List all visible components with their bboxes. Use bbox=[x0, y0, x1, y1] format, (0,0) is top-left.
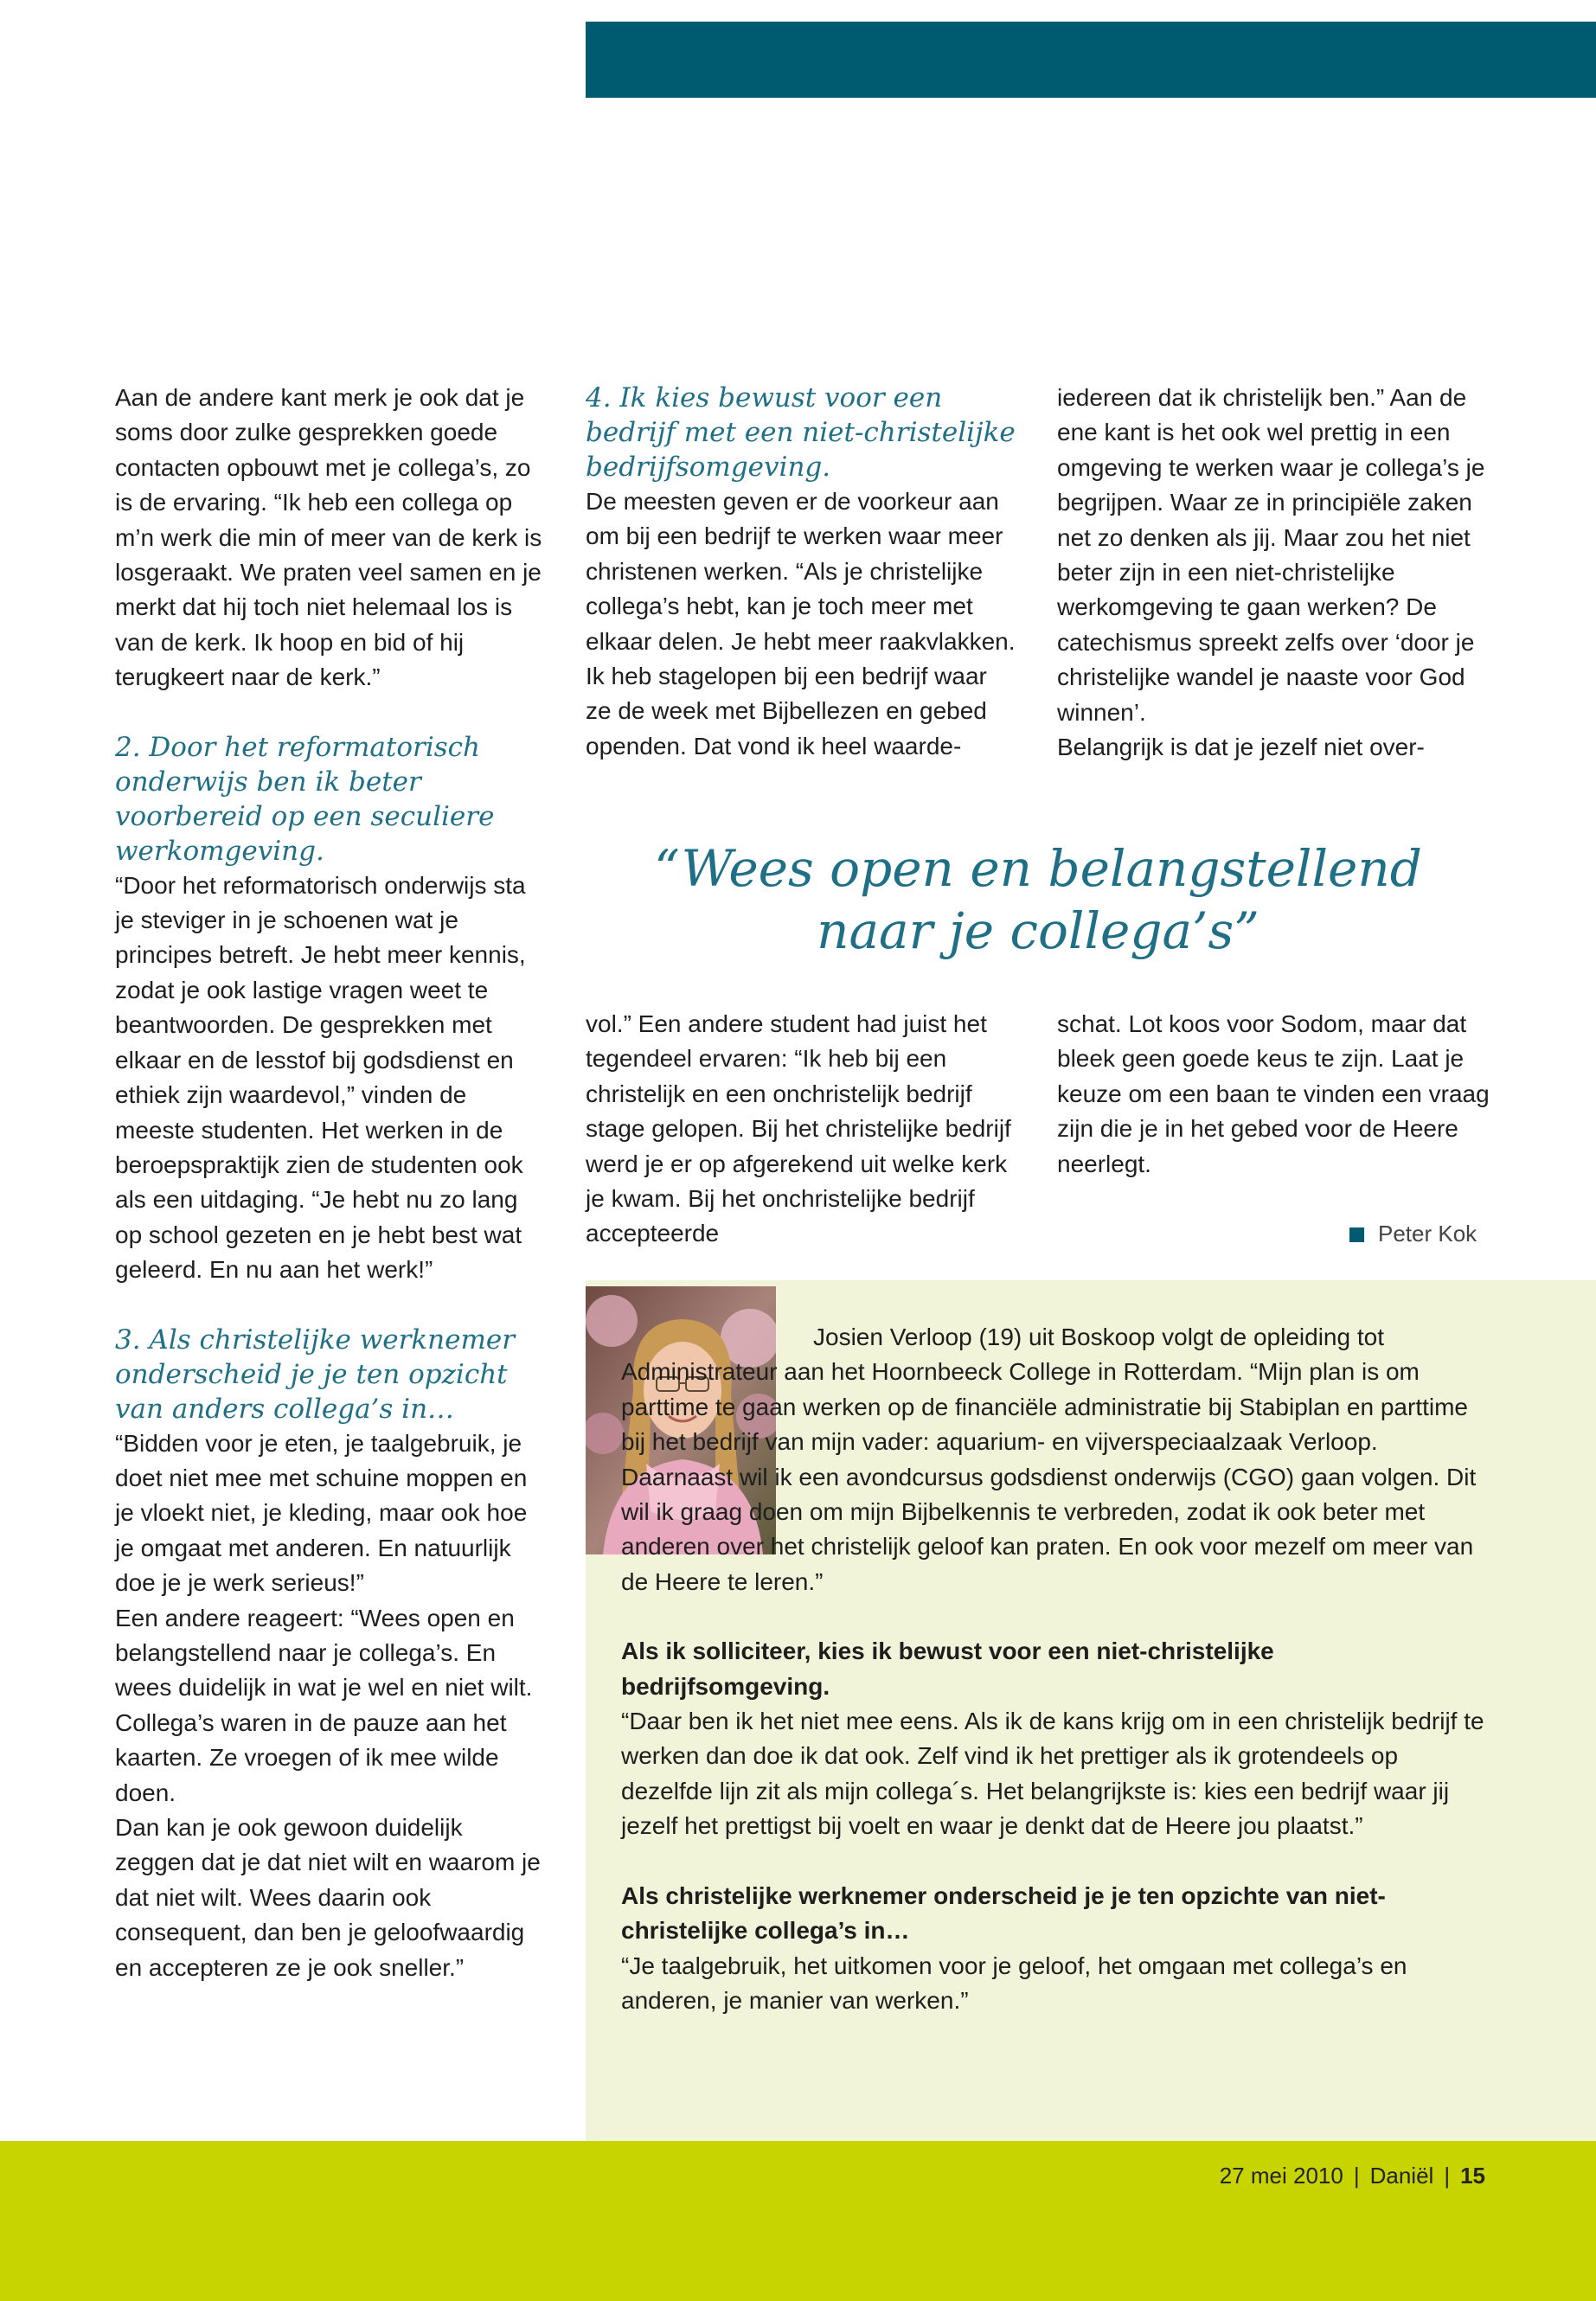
section-heading-4: 4. Ik kies bewust voor een bedrijf met een niet-christelijke bedrijfsomgeving. bbox=[586, 382, 1016, 483]
answer-1: “Daar ben ik het niet mee eens. Als ik de kans krijg om in een christelijk bedrijf te werken dan doe ik dat ook. Zelf vind ik het prettiger als ik grotendeels op dezelfde lijn zit als mijn collega´s. Het belangrijkste is: kies een bedrijf waar jij jezelf het prettigst bij voelt en waar je denkt dat de Heere jou plaatst.” bbox=[621, 1708, 1484, 1840]
paragraph: vol.” Een andere student had juist het tegendeel ervaren: “Ik heb bij een christelijk en een onchristelijk bedrijf stage gelopen. Bij het christelijke bedrijf werd je er op afgerekend uit welke kerk je kwam. Bij het onchristelijke bedrijf accepteerde bbox=[586, 1010, 1011, 1247]
article-column-1 bbox=[115, 381, 548, 1985]
article-column-2-top bbox=[586, 381, 1018, 764]
section-heading-2: 2. Door het reformatorisch onderwijs ben ik beter voorbereid op een seculiere werkomgeving. bbox=[115, 731, 495, 867]
answer-2: “Je taalgebruik, het uitkomen voor je geloof, het omgaan met collega’s en anderen, je manier van werken.” bbox=[621, 1952, 1407, 2014]
question-2: Als christelijke werknemer onderscheid je je ten opzichte van niet-christelijke collega’s in… bbox=[621, 1881, 1386, 1945]
paragraph: iedereen dat ik christelijk ben.” Aan de ene kant is het ook wel prettig in een omgeving te werken waar je collega’s je begrijpen. Waar ze in principiële zaken net zo denken als jij. Maar zou het niet beter zijn in een niet-christelijke werkomgeving te gaan werken? De catechismus spreekt zelfs over ‘door je christelijke wandel je naaste voor God winnen’. bbox=[1057, 384, 1485, 726]
byline-square-icon bbox=[1349, 1227, 1364, 1242]
magazine-name: Daniël bbox=[1369, 2163, 1434, 2189]
paragraph: Aan de andere kant merk je ook dat je soms door zulke gesprekken goede contacten opbouwt met je collega’s, zo is de ervaring. “Ik heb een collega op m’n werk die min of meer van de kerk is losgeraakt. We praten veel samen en je merkt dat hij toch niet helemaal los is van de kerk. Ik hoop en bid of hij terugkeert naar de kerk.” bbox=[115, 384, 542, 691]
paragraph: Belangrijk is dat je jezelf niet over- bbox=[1057, 734, 1425, 761]
pull-quote-line-2: naar je collega’s” bbox=[817, 901, 1259, 960]
header-color-bar bbox=[586, 22, 1596, 98]
issue-date: 27 mei 2010 bbox=[1219, 2163, 1343, 2189]
article-column-3-top bbox=[1057, 381, 1490, 765]
article-column-2-bottom bbox=[586, 1007, 1018, 1252]
paragraph: schat. Lot koos voor Sodom, maar dat bleek geen goede keus te zijn. Laat je keuze om een baan te vinden een vraag zijn die je in het gebed voor de Heere neerlegt. bbox=[1057, 1010, 1490, 1177]
paragraph: Een andere reageert: “Wees open en belangstellend naar je collega’s. En wees duidelijk in wat je wel en niet wilt. Collega’s waren in de pauze aan het kaarten. Ze vroegen of ik mee wilde doen. bbox=[115, 1604, 533, 1806]
page-number: 15 bbox=[1460, 2163, 1485, 2189]
author-name: Peter Kok bbox=[1378, 1221, 1477, 1247]
paragraph: “Door het reformatorisch onderwijs sta je steviger in je schoenen wat je principes betreft. Je hebt meer kennis, zodat je ook lastige vragen weet te beantwoorden. De gesprekken met elkaar en de lesstof bij godsdienst en ethiek zijn waardevol,” vinden de meeste studenten. Het werken in de beroepspraktijk zien de studenten ook als een uitdaging. “Je hebt nu zo lang op school gezeten en je hebt best wat geleerd. En nu aan het werk!” bbox=[115, 871, 526, 1284]
paragraph: Dan kan je ook gewoon duidelijk zeggen dat je dat niet wilt en waarom je dat niet wilt. Wees daarin ook consequent, dan ben je geloofwaardig en accepteren ze je ook sneller.” bbox=[115, 1814, 541, 1981]
pull-quote bbox=[606, 837, 1471, 962]
section-heading-3: 3. Als christelijke werknemer onderscheid je je ten opzicht van anders collega’s in… bbox=[115, 1324, 516, 1425]
separator: | bbox=[1353, 2163, 1360, 2189]
footer-text bbox=[1220, 2160, 1485, 2191]
paragraph: De meesten geven er de voorkeur aan om bij een bedrijf te werken waar meer christenen werken. “Als je christelijke collega’s hebt, kan je toch meer met elkaar delen. Je hebt meer raakvlakken. Ik heb stagelopen bij een bedrijf waar ze de week met Bijbellezen en gebed openden. Dat vond ik heel waarde- bbox=[586, 488, 1016, 760]
author-byline bbox=[1349, 1218, 1477, 1249]
question-1: Als ik solliciteer, kies ik bewust voor een niet-christelijke bedrijfsomgeving. bbox=[621, 1638, 1274, 1700]
article-column-3-bottom bbox=[1057, 1007, 1490, 1182]
pull-quote-line-1: “Wees open en belangstellend bbox=[654, 839, 1422, 898]
separator: | bbox=[1444, 2163, 1451, 2189]
sidebar-text bbox=[621, 1320, 1486, 2018]
footer-bar bbox=[0, 2141, 1596, 2301]
intro-paragraph: Josien Verloop (19) uit Boskoop volgt de opleiding tot Administrateur aan het Hoornbeeck College in Rotterdam. “Mijn plan is om parttime te gaan werken op de financiële administratie bij Stabiplan en parttime bij het bedrijf van mijn vader: aquarium- en vijverspeciaalzaak Verloop. Daarnaast wil ik een avondcursus godsdienst onderwijs (CGO) gaan volgen. Dit wil ik graag doen om mijn Bijbelkennis te verbreden, zodat ik ook beter met anderen over het christelijk geloof kan praten. En ook voor mezelf om meer van de Heere te leren.” bbox=[621, 1324, 1477, 1595]
paragraph: “Bidden voor je eten, je taalgebruik, je doet niet mee met schuine moppen en je vloekt niet, je kleding, maar ook hoe je omgaat met anderen. En natuurlijk doe je je werk serieus!” bbox=[115, 1429, 528, 1597]
